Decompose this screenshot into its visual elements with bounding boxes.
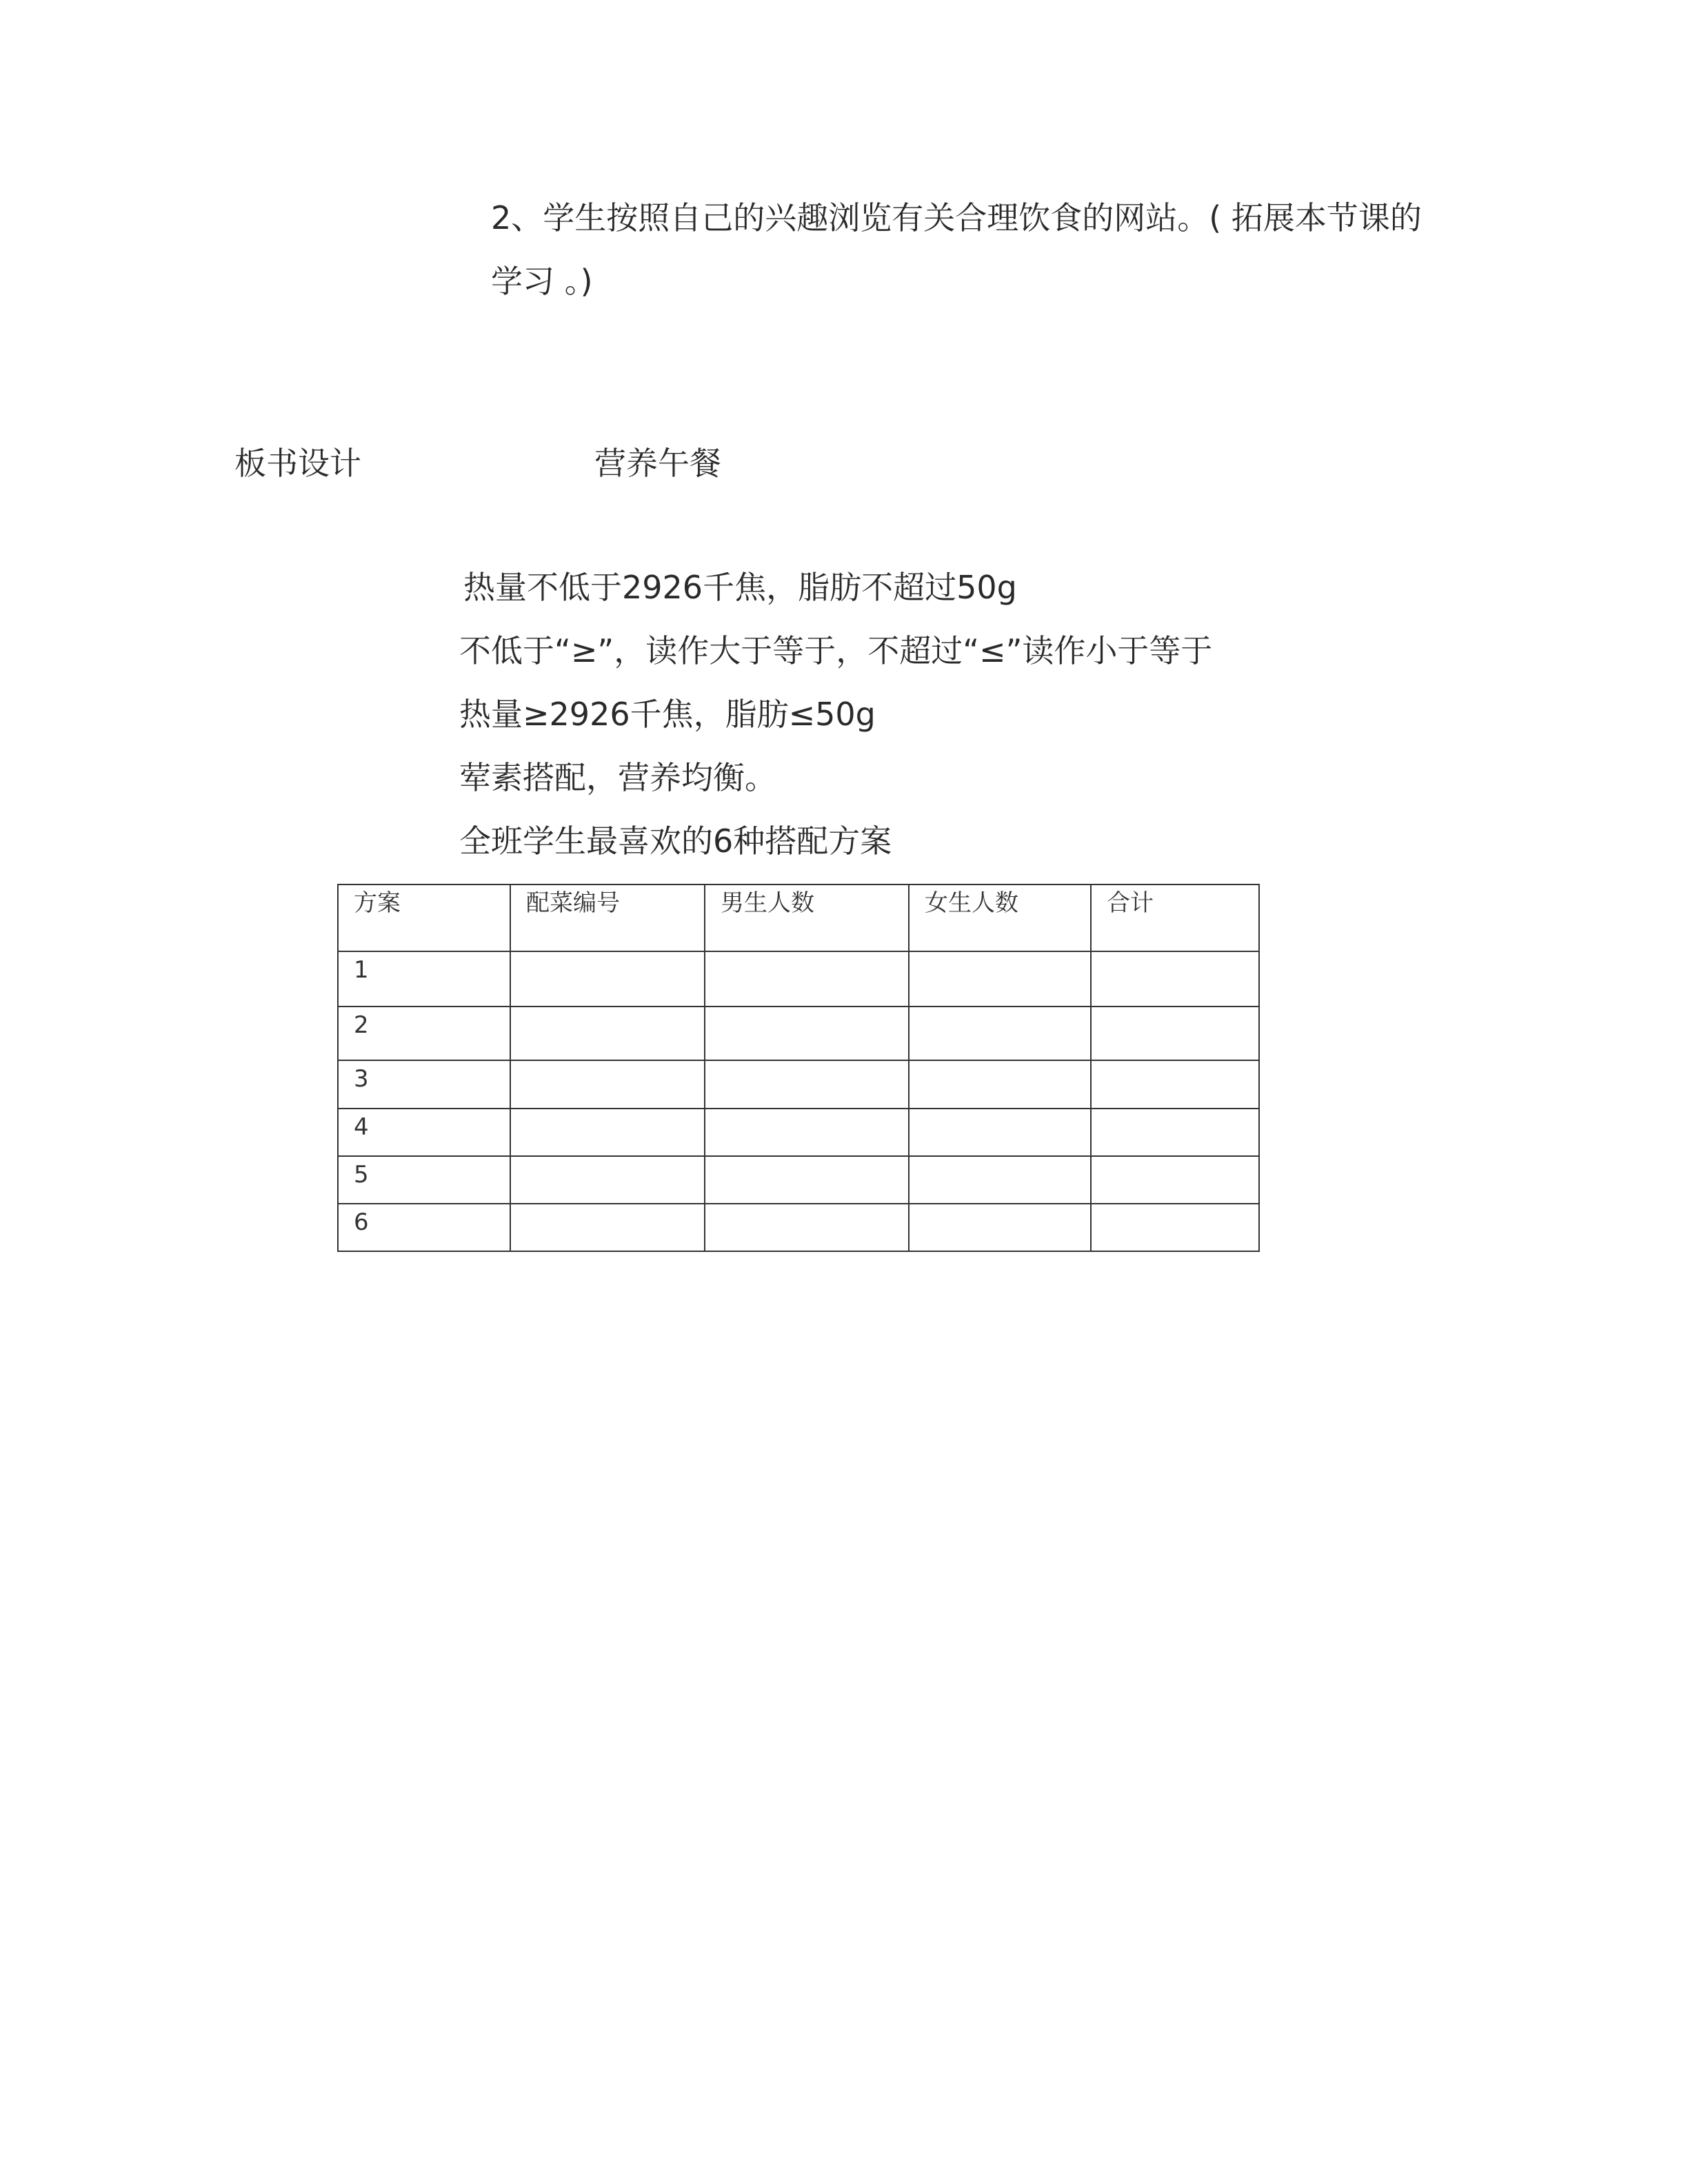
table-row bbox=[338, 1007, 1259, 1060]
table-cell bbox=[1091, 1060, 1259, 1109]
table-cell bbox=[705, 1007, 909, 1060]
board-note-3: 热量≥2926千焦，脂肪≤50g bbox=[459, 696, 876, 733]
table-cell bbox=[510, 1109, 705, 1156]
board-note-4: 荤素搭配，营养均衡。 bbox=[459, 759, 776, 796]
table-cell: 3 bbox=[338, 1060, 510, 1109]
table-cell bbox=[909, 1109, 1091, 1156]
activity-item-2-line-2: 学习 。) bbox=[491, 263, 593, 300]
table-cell bbox=[1091, 1109, 1259, 1156]
table-row bbox=[338, 951, 1259, 1007]
table-row bbox=[338, 1109, 1259, 1156]
table-cell bbox=[1091, 951, 1259, 1007]
table-cell: 6 bbox=[338, 1204, 510, 1251]
header-cell-plan: 方案 bbox=[338, 884, 510, 951]
meal-plan-table bbox=[337, 884, 1260, 1252]
table-cell bbox=[909, 1007, 1091, 1060]
table-cell: 5 bbox=[338, 1156, 510, 1204]
table-cell bbox=[705, 1156, 909, 1204]
table-cell bbox=[510, 951, 705, 1007]
table-header-row bbox=[338, 884, 1259, 951]
header-cell-dish-number: 配菜编号 bbox=[510, 884, 705, 951]
board-note-1: 热量不低于2926千焦，脂肪不超过50g bbox=[463, 569, 1017, 606]
table-cell bbox=[510, 1204, 705, 1251]
board-note-5: 全班学生最喜欢的6种搭配方案 bbox=[459, 822, 892, 860]
table-cell bbox=[705, 1109, 909, 1156]
header-cell-total: 合计 bbox=[1091, 884, 1259, 951]
table-cell bbox=[909, 951, 1091, 1007]
activity-item-2-line-1: 2、学生按照自己的兴趣浏览有关合理饮食的网站。( 拓展本节课的 bbox=[491, 199, 1422, 236]
board-design-label: 板书设计 bbox=[234, 445, 361, 482]
table-cell bbox=[705, 1060, 909, 1109]
table-cell bbox=[1091, 1204, 1259, 1251]
table-cell: 4 bbox=[338, 1109, 510, 1156]
table-row bbox=[338, 1060, 1259, 1109]
table-row bbox=[338, 1204, 1259, 1251]
table-cell bbox=[510, 1060, 705, 1109]
table-row bbox=[338, 1156, 1259, 1204]
table-cell: 1 bbox=[338, 951, 510, 1007]
table-cell bbox=[510, 1156, 705, 1204]
table-cell bbox=[705, 951, 909, 1007]
table-cell: 2 bbox=[338, 1007, 510, 1060]
table-cell bbox=[510, 1007, 705, 1060]
table-cell bbox=[705, 1204, 909, 1251]
table-cell bbox=[909, 1060, 1091, 1109]
table-cell bbox=[1091, 1007, 1259, 1060]
table-cell bbox=[909, 1204, 1091, 1251]
header-cell-girls-count: 女生人数 bbox=[909, 884, 1091, 951]
header-cell-boys-count: 男生人数 bbox=[705, 884, 909, 951]
table-cell bbox=[1091, 1156, 1259, 1204]
board-design-title: 营养午餐 bbox=[594, 445, 721, 482]
board-note-2: 不低于“≥”，读作大于等于，不超过“≤”读作小于等于 bbox=[459, 632, 1213, 669]
table-cell bbox=[909, 1156, 1091, 1204]
